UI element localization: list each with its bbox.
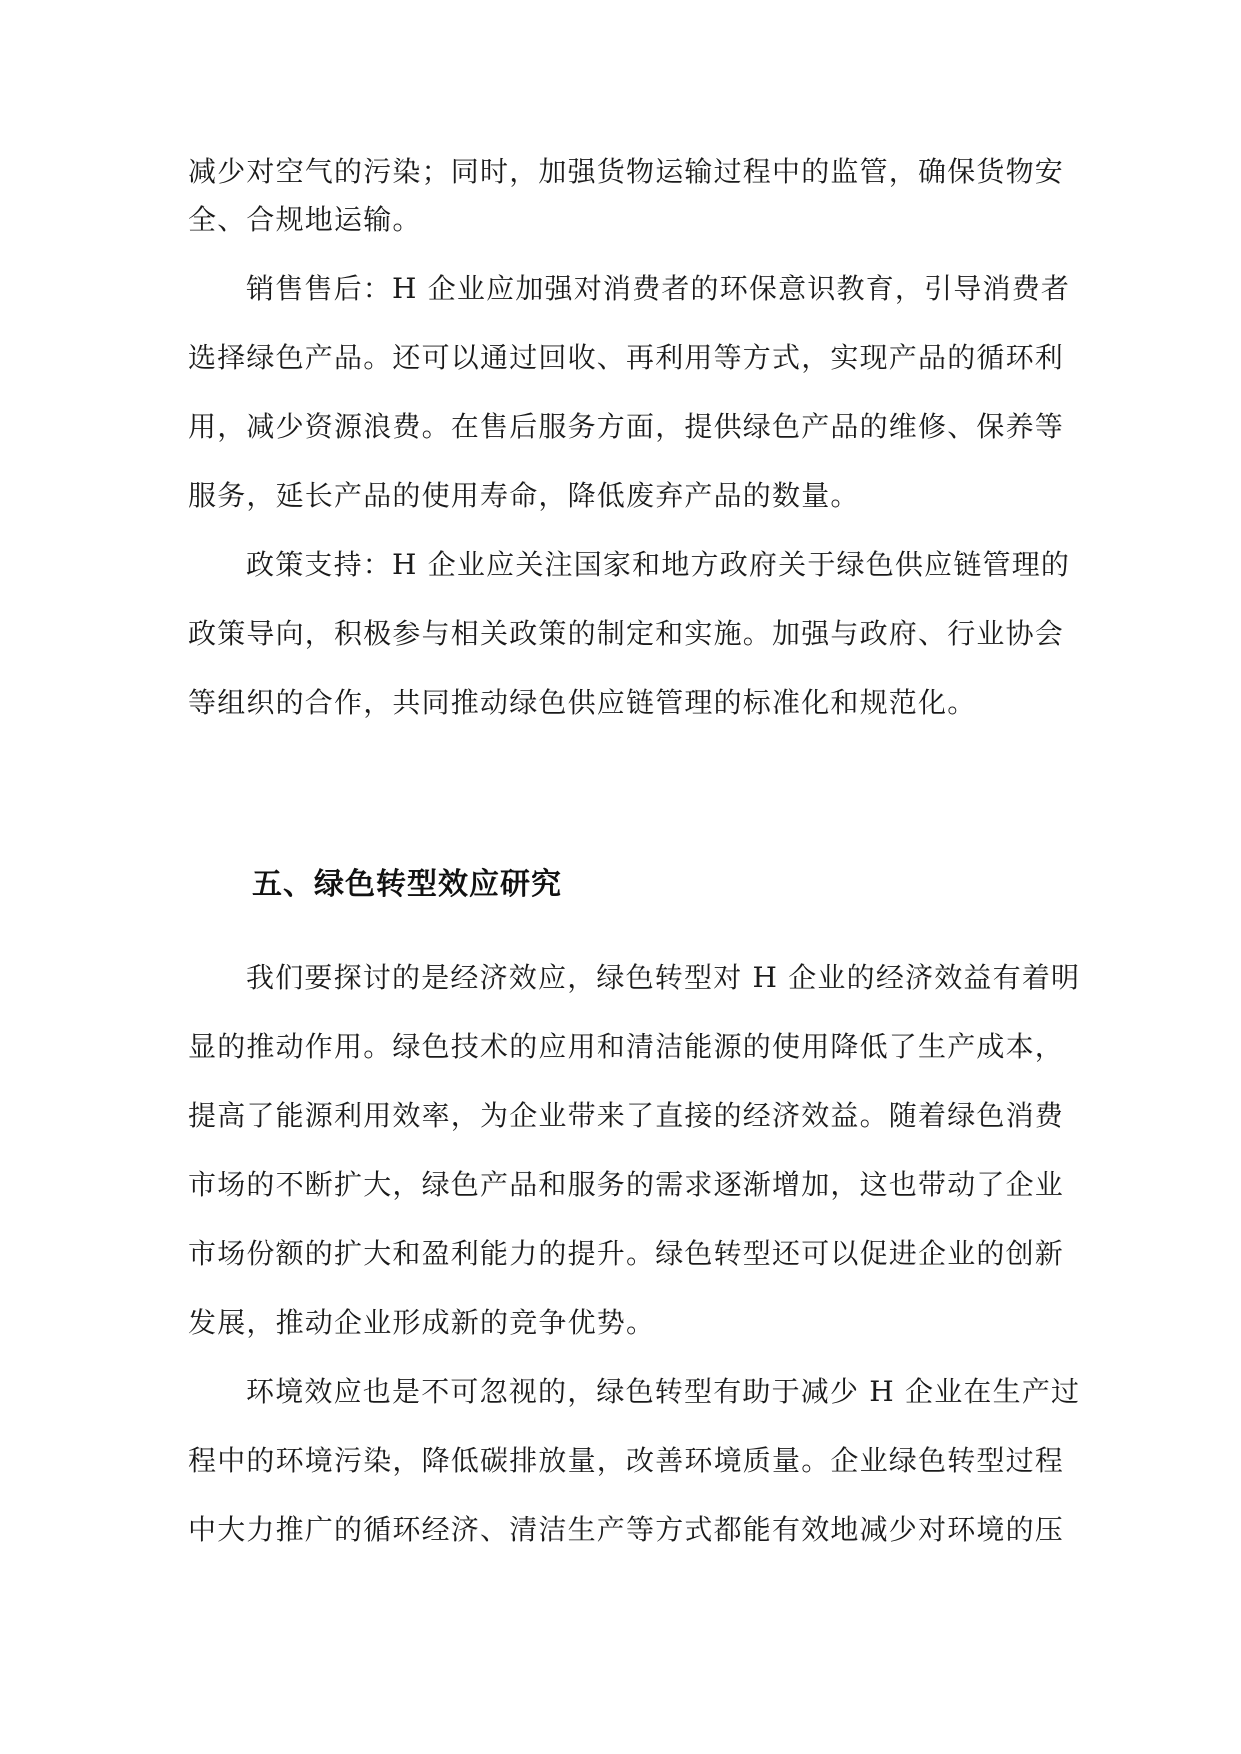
body-text-line: 提高了能源利用效率，为企业带来了直接的经济效益。随着绿色消费 xyxy=(188,1099,1065,1132)
body-text-line: 市场份额的扩大和盈利能力的提升。绿色转型还可以促进企业的创新 xyxy=(188,1237,1065,1270)
body-text-line: 政策导向，积极参与相关政策的制定和实施。加强与政府、行业协会 xyxy=(188,617,1065,650)
body-text-line: 发展，推动企业形成新的竞争优势。 xyxy=(188,1306,656,1339)
body-text-line: 减少对空气的污染；同时，加强货物运输过程中的监管，确保货物安 xyxy=(188,155,1065,188)
body-text-line: 选择绿色产品。还可以通过回收、再利用等方式，实现产品的循环利 xyxy=(188,341,1065,374)
paragraph-first-line: 我们要探讨的是经济效应，绿色转型对 H 企业的经济效益有着明 xyxy=(246,961,1081,994)
section-heading: 五、绿色转型效应研究 xyxy=(252,867,562,902)
paragraph-first-line: 政策支持：H 企业应关注国家和地方政府关于绿色供应链管理的 xyxy=(246,548,1071,581)
body-text-line: 用，减少资源浪费。在售后服务方面，提供绿色产品的维修、保养等 xyxy=(188,410,1065,443)
body-text-line: 服务，延长产品的使用寿命，降低废弃产品的数量。 xyxy=(188,479,860,512)
paragraph-first-line: 销售售后：H 企业应加强对消费者的环保意识教育，引导消费者 xyxy=(246,272,1071,305)
body-text-line: 中大力推广的循环经济、清洁生产等方式都能有效地减少对环境的压 xyxy=(188,1513,1065,1546)
body-text-line: 全、合规地运输。 xyxy=(188,203,422,236)
body-text-line: 市场的不断扩大，绿色产品和服务的需求逐渐增加，这也带动了企业 xyxy=(188,1168,1065,1201)
body-text-line: 等组织的合作，共同推动绿色供应链管理的标准化和规范化。 xyxy=(188,686,977,719)
body-text-line: 显的推动作用。绿色技术的应用和清洁能源的使用降低了生产成本， xyxy=(188,1030,1065,1063)
body-text-line: 程中的环境污染，降低碳排放量，改善环境质量。企业绿色转型过程 xyxy=(188,1444,1065,1477)
paragraph-first-line: 环境效应也是不可忽视的，绿色转型有助于减少 H 企业在生产过 xyxy=(246,1375,1081,1408)
